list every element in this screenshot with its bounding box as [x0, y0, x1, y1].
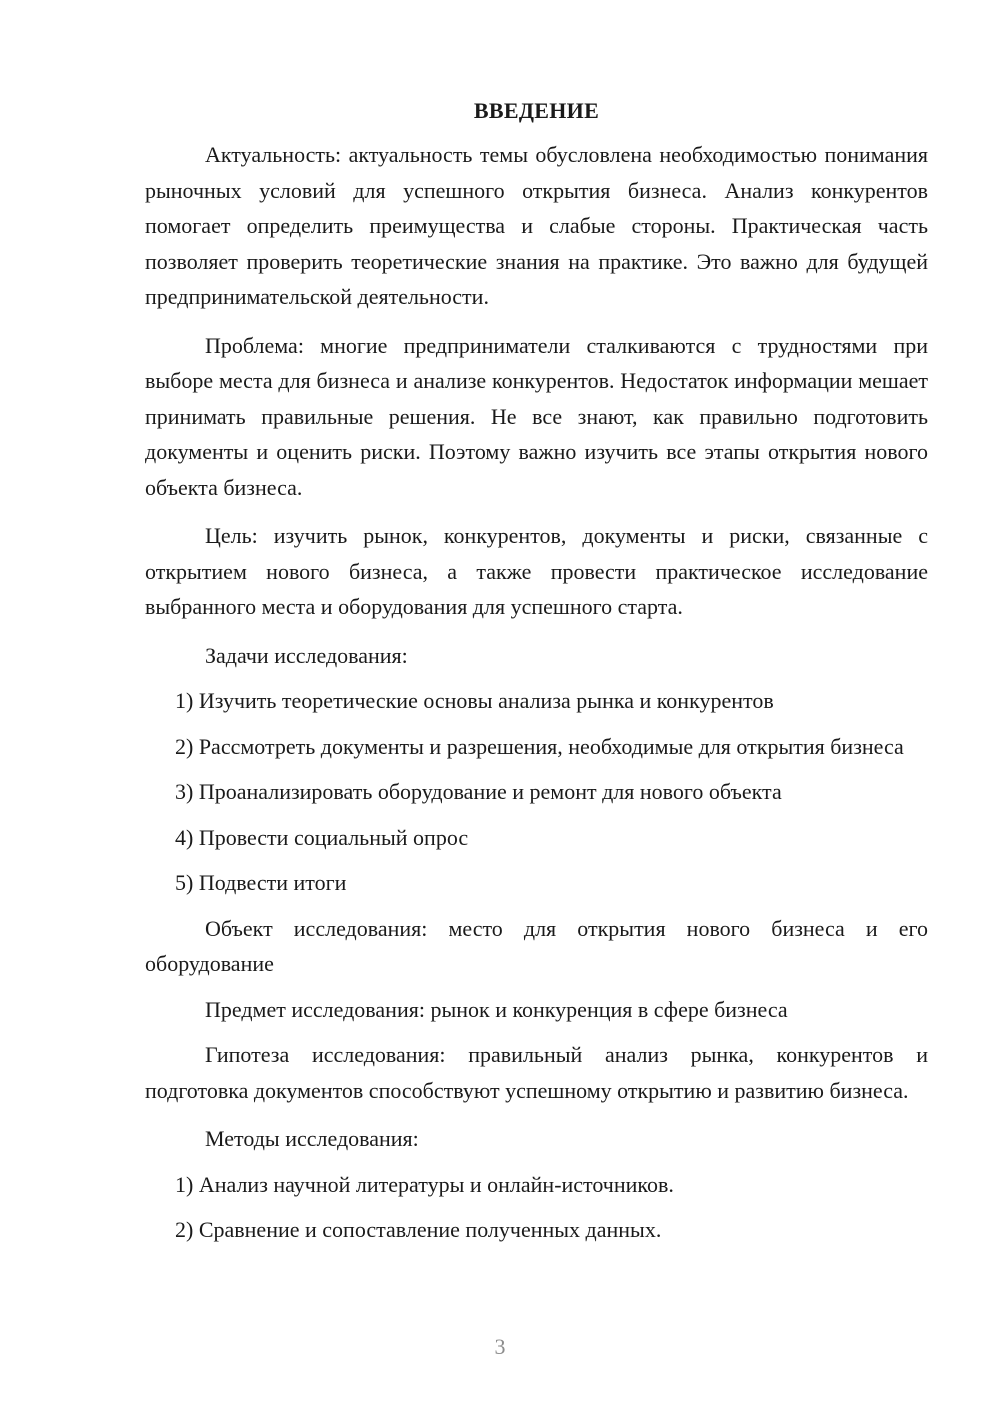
- task-item: 1) Изучить теоретические основы анализа рынка и конкурентов: [175, 688, 774, 713]
- subject-paragraph: Предмет исследования: рынок и конкуренция в сфере бизнеса: [205, 996, 788, 1022]
- methods-title: Методы исследования:: [205, 1126, 419, 1151]
- task-item: 2) Рассмотреть документы и разрешения, необходимые для открытия бизнеса: [175, 733, 904, 759]
- section-heading: ВВЕДЕНИЕ: [473, 98, 600, 123]
- page-content: [145, 95, 928, 1248]
- tasks-title: Задачи исследования:: [205, 642, 408, 668]
- task-item: 4) Провести социальный опрос: [175, 824, 469, 850]
- method-item: 2) Сравнение и сопоставление полученных данных.: [175, 1217, 662, 1242]
- method-item: 1) Анализ научной литературы и онлайн-источников.: [175, 1171, 674, 1197]
- problem-paragraph: Проблема: многие предприниматели сталкиваются с трудностями при выборе места для бизнеса и анализе конкурентов. Недостаток информации мешает принимать правильные решения. Не все знают, как правильно подготовить документы и оценить риски. Поэтому важно изучить все этапы открытия нового объекта бизнеса.: [145, 332, 928, 500]
- page-number: 3: [494, 1334, 506, 1359]
- task-item: 5) Подвести итоги: [175, 870, 347, 895]
- goal-paragraph: Цель: изучить рынок, конкурентов, документы и риски, связанные с открытием нового бизнеса, а также провести практическое исследование выбранного места и оборудования для успешного старта.: [145, 523, 928, 619]
- hypothesis-paragraph: Гипотеза исследования: правильный анализ рынка, конкурентов и подготовка документов способствуют успешному открытию и развитию бизнеса.: [145, 1042, 928, 1103]
- relevance-paragraph: Актуальность: актуальность темы обусловлена необходимостью понимания рыночных условий для успешного открытия бизнеса. Анализ конкурентов помогает определить преимущества и слабые стороны. Практическая часть позволяет проверить теоретические знания на практике. Это важно для будущей предпринимательской деятельности.: [145, 142, 928, 309]
- object-paragraph: Объект исследования: место для открытия нового бизнеса и его оборудование: [145, 915, 928, 976]
- task-item: 3) Проанализировать оборудование и ремонт для нового объекта: [175, 779, 782, 804]
